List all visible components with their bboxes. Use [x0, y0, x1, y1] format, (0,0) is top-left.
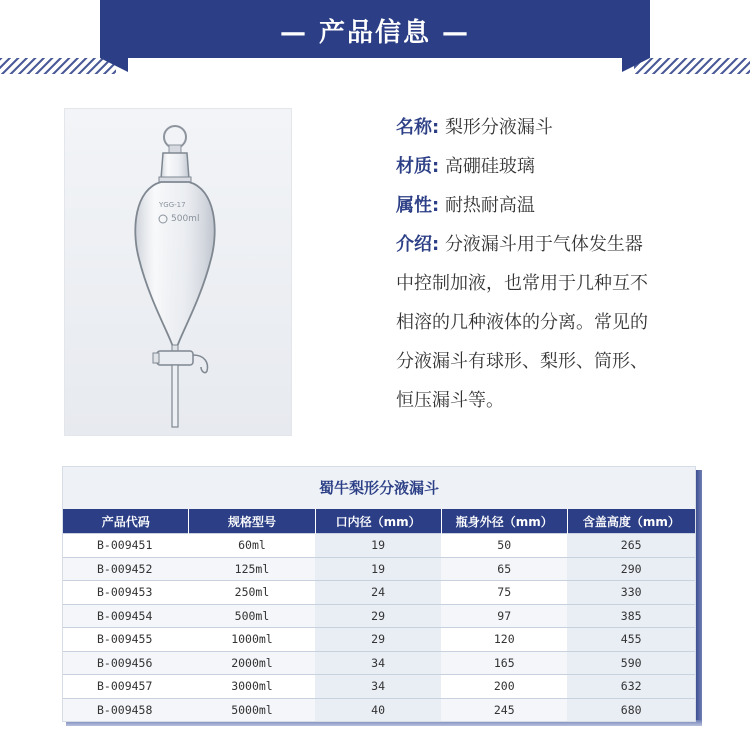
header-notch-left: [100, 58, 128, 72]
cell-code: B-009451: [63, 534, 189, 558]
material-label: 材质:: [396, 156, 440, 177]
product-info: [396, 108, 716, 420]
cell-code: B-009458: [63, 698, 189, 721]
cell-outer: 245: [441, 698, 567, 721]
cell-code: B-009455: [63, 628, 189, 652]
cell-spec: 500ml: [189, 604, 315, 628]
name-label: 名称:: [396, 117, 440, 138]
table-row: [63, 534, 695, 558]
intro-line-5: 恒压漏斗等。: [396, 390, 504, 411]
header-inner-diameter: 口内径（mm）: [315, 509, 441, 534]
cell-spec: 1000ml: [189, 628, 315, 652]
cell-outer: 165: [441, 651, 567, 675]
photo-label-top: YGG-17: [159, 201, 186, 209]
info-property: [396, 186, 716, 225]
intro-line-2: 中控制加液，也常用于几种互不: [396, 273, 648, 294]
header-height: 含盖高度（mm）: [567, 509, 695, 534]
page-title: — 产品信息 —: [279, 18, 471, 48]
cell-height: 290: [567, 557, 695, 581]
cell-inner: 29: [315, 628, 441, 652]
cell-height: 330: [567, 581, 695, 605]
table-row: [63, 557, 695, 581]
cell-spec: 3000ml: [189, 675, 315, 699]
cell-inner: 19: [315, 534, 441, 558]
header-spec: 规格型号: [189, 509, 315, 534]
table-row: [63, 604, 695, 628]
table-row: [63, 698, 695, 721]
header-notch-right: [622, 58, 650, 72]
spec-table: [63, 509, 695, 721]
intro-label: 介绍:: [396, 234, 440, 255]
cell-code: B-009452: [63, 557, 189, 581]
photo-label-volume: 500ml: [171, 214, 200, 224]
table-row: [63, 651, 695, 675]
separatory-funnel-icon: [65, 109, 291, 435]
cell-inner: 24: [315, 581, 441, 605]
header-outer-diameter: 瓶身外径（mm）: [441, 509, 567, 534]
cell-outer: 75: [441, 581, 567, 605]
material-value: 高硼硅玻璃: [444, 156, 535, 177]
cell-outer: 97: [441, 604, 567, 628]
table-header-row: [63, 509, 695, 534]
cell-inner: 29: [315, 604, 441, 628]
table-row: [63, 581, 695, 605]
table-row: [63, 675, 695, 699]
cell-inner: 34: [315, 675, 441, 699]
cell-outer: 50: [441, 534, 567, 558]
header-stripe-left: [0, 58, 116, 74]
info-name: [396, 108, 716, 147]
cell-height: 632: [567, 675, 695, 699]
info-intro: [396, 225, 716, 264]
cell-height: 455: [567, 628, 695, 652]
cell-spec: 125ml: [189, 557, 315, 581]
info-material: [396, 147, 716, 186]
cell-height: 680: [567, 698, 695, 721]
cell-spec: 60ml: [189, 534, 315, 558]
property-value: 耐热耐高温: [444, 195, 535, 216]
cell-spec: 5000ml: [189, 698, 315, 721]
cell-inner: 34: [315, 651, 441, 675]
table-title: 蜀牛梨形分液漏斗: [318, 479, 439, 497]
cell-spec: 250ml: [189, 581, 315, 605]
product-photo: [64, 108, 292, 436]
cell-outer: 120: [441, 628, 567, 652]
table-row: [63, 628, 695, 652]
name-value: 梨形分液漏斗: [444, 117, 553, 138]
cell-height: 385: [567, 604, 695, 628]
header-stripe-right: [634, 58, 750, 74]
intro-line-4: 分液漏斗有球形、梨形、筒形、: [396, 351, 648, 372]
cell-inner: 40: [315, 698, 441, 721]
intro-line-1: 分液漏斗用于气体发生器: [444, 234, 643, 255]
cell-height: 265: [567, 534, 695, 558]
cell-code: B-009453: [63, 581, 189, 605]
header-banner: [0, 0, 750, 74]
header-code: 产品代码: [101, 514, 150, 529]
cell-outer: 65: [441, 557, 567, 581]
intro-line-3: 相溶的几种液体的分离。常见的: [396, 312, 648, 333]
cell-inner: 19: [315, 557, 441, 581]
cell-spec: 2000ml: [189, 651, 315, 675]
cell-height: 590: [567, 651, 695, 675]
cell-code: B-009456: [63, 651, 189, 675]
cell-code: B-009457: [63, 675, 189, 699]
property-label: 属性:: [396, 195, 440, 216]
spec-table-panel: [62, 466, 696, 722]
cell-code: B-009454: [63, 604, 189, 628]
cell-outer: 200: [441, 675, 567, 699]
